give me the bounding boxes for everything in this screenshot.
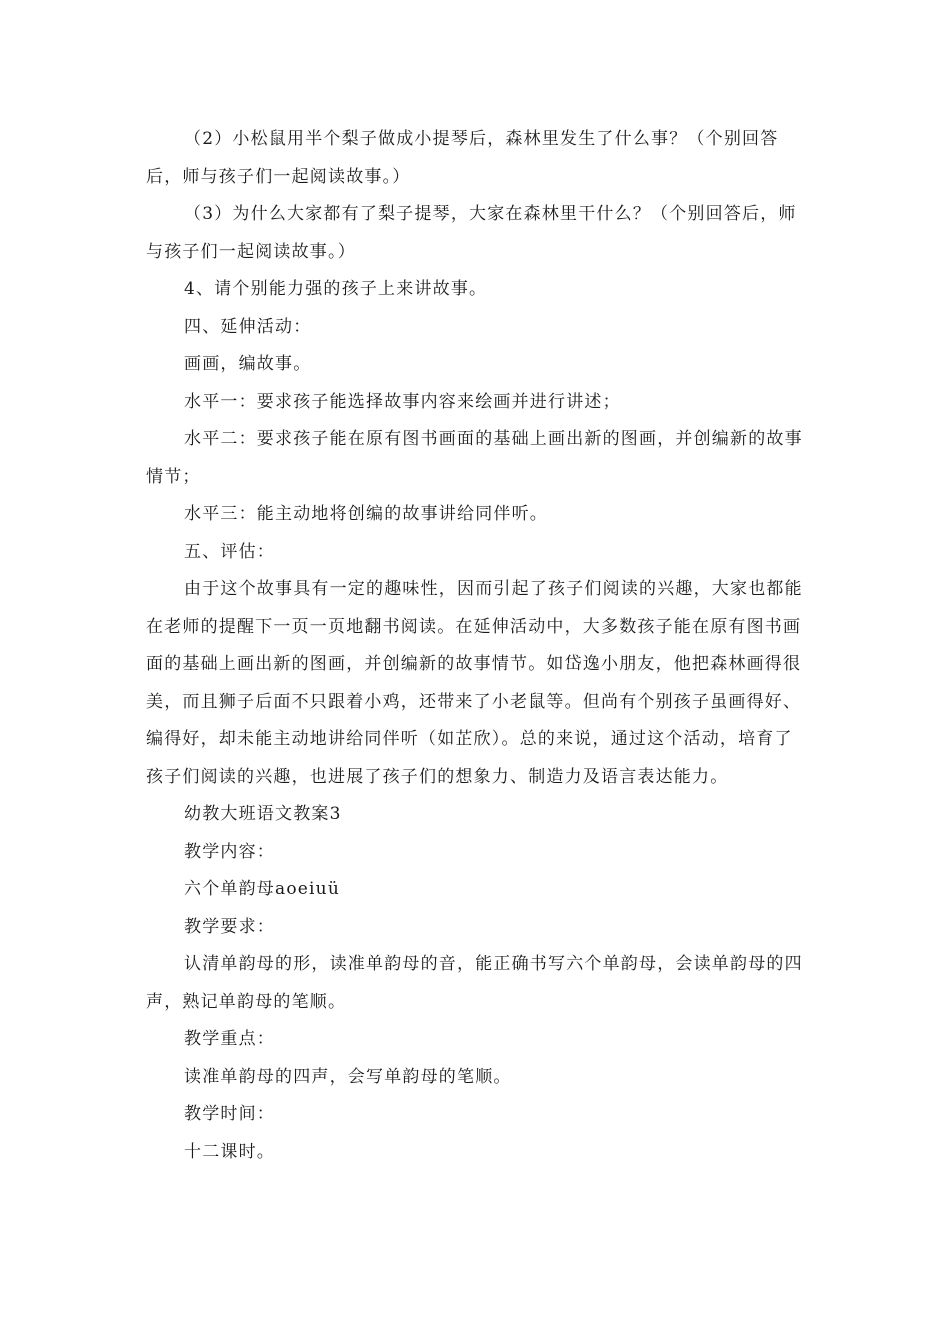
section-heading-assessment: 五、评估： [184,541,275,562]
paragraph-question-3: （3）为什么大家都有了梨子提琴，大家在森林里干什么？（个别回答后，师与孩子们一起阅读故事。） [146,204,797,262]
paragraph-step-4: 4、请个别能力强的孩子上来讲故事。 [184,279,488,299]
paragraph-teaching-requirements: 认清单韵母的形，读准单韵母的音，能正确书写六个单韵母，会读单韵母的四声，熟记单韵母的笔顺。 [146,954,803,1012]
lesson-title: 幼教大班语文教案3 [184,804,342,824]
section-heading-extension: 四、延伸活动： [184,316,312,337]
paragraph-extension-activity: 画画，编故事。 [184,354,312,374]
document-body [146,121,808,1171]
paragraph-teaching-focus: 读准单韵母的四声，会写单韵母的笔顺。 [184,1066,512,1087]
paragraph-teaching-time: 十二课时。 [184,1141,275,1162]
paragraph-level-2: 水平二：要求孩子能在原有图书画面的基础上画出新的图画，并创编新的故事情节； [146,429,803,487]
heading-teaching-time: 教学时间： [184,1104,275,1124]
paragraph-level-3: 水平三：能主动地将创编的故事讲给同伴听。 [184,504,548,524]
paragraph-question-2: （2）小松鼠用半个梨子做成小提琴后，森林里发生了什么事？（个别回答后，师与孩子们一起阅读故事。） [146,129,779,187]
paragraph-assessment: 由于这个故事具有一定的趣味性，因而引起了孩子们阅读的兴趣，大家也都能在老师的提醒下一页一页地翻书阅读。在延伸活动中，大多数孩子能在原有图书画面的基础上画出新的图画，并创编新的故事情节。如岱逸小朋友，他把森林画得很美，而且狮子后面不只跟着小鸡，还带来了小老鼠等。但尚有个别孩子虽画得好、编得好，却未能主动地讲给同伴听（如芷欣）。总的来说，通过这个活动，培育了孩子们阅读的兴趣，也进展了孩子们的想象力、制造力及语言表达能力。 [146,579,803,787]
paragraph-teaching-content: 六个单韵母aoeiuü [184,879,340,899]
heading-teaching-requirements: 教学要求： [184,916,275,937]
heading-teaching-focus: 教学重点： [184,1029,275,1049]
heading-teaching-content: 教学内容： [184,841,275,862]
paragraph-level-1: 水平一：要求孩子能选择故事内容来绘画并进行讲述； [184,391,621,412]
